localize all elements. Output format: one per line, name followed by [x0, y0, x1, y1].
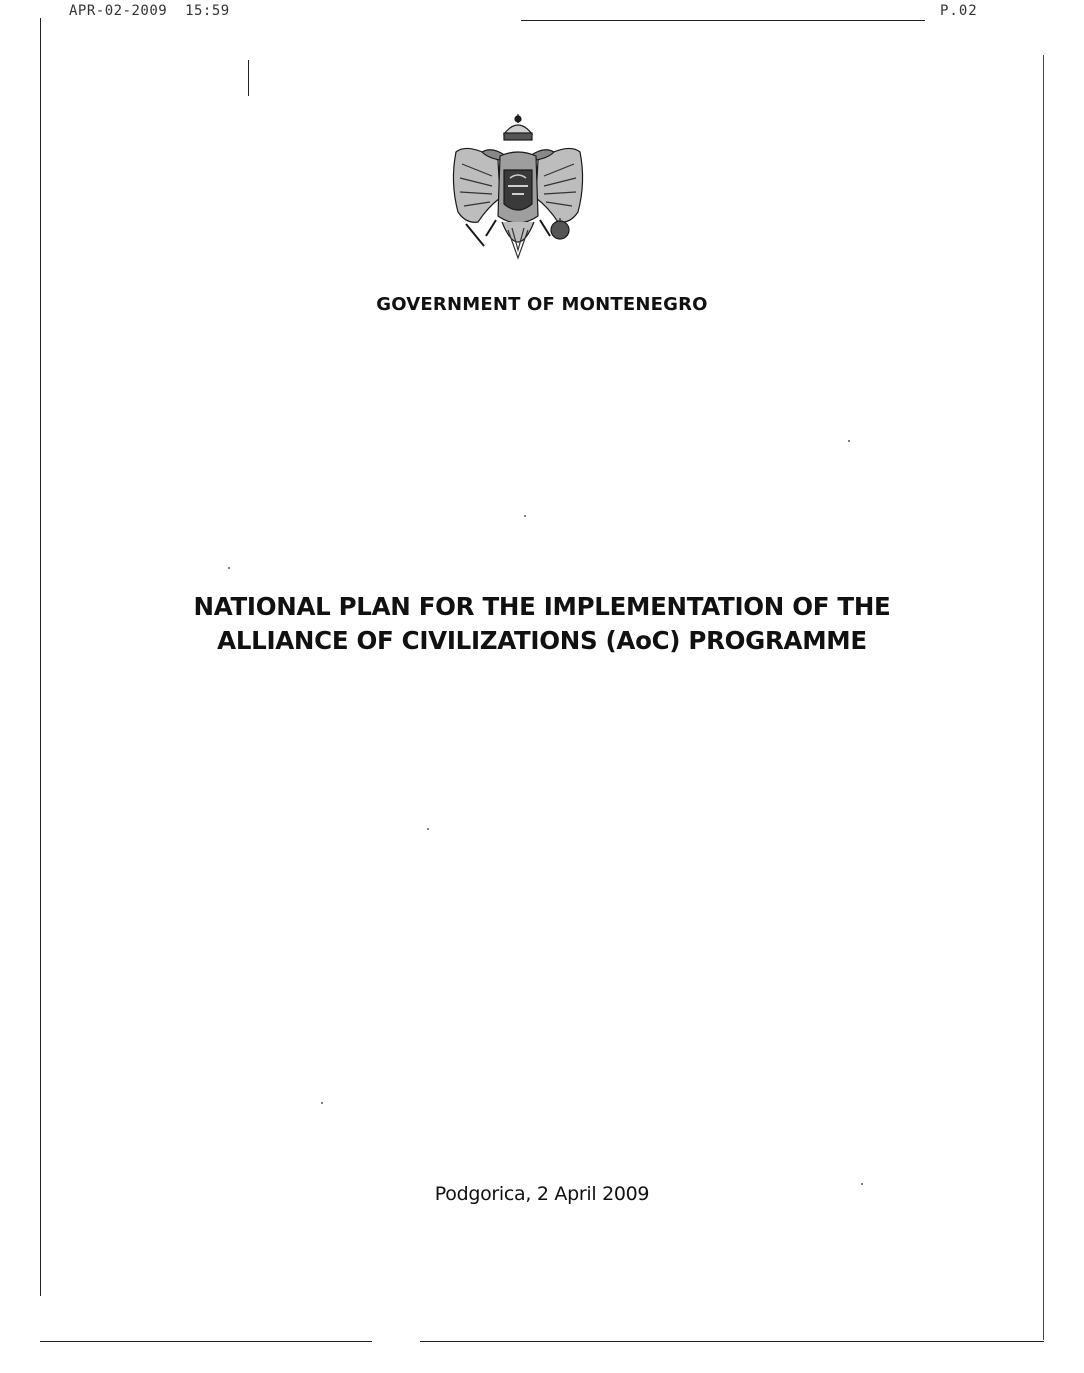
government-name: GOVERNMENT OF MONTENEGRO	[376, 294, 708, 315]
right-border-line	[1043, 55, 1044, 1340]
document-title-line-1: NATIONAL PLAN FOR THE IMPLEMENTATION OF THE	[193, 592, 891, 621]
top-rule	[521, 20, 925, 21]
scan-speck	[321, 1102, 323, 1104]
bottom-rule-left	[40, 1341, 372, 1342]
document-title	[0, 590, 1084, 658]
fax-page-number: P.02	[940, 3, 978, 19]
montenegro-coat-of-arms-icon	[448, 112, 588, 270]
place-and-date: Podgorica, 2 April 2009	[434, 1183, 650, 1205]
scan-speck	[848, 440, 850, 442]
scan-speck	[427, 828, 429, 830]
scan-mark-line	[248, 60, 249, 96]
scan-speck	[524, 515, 526, 517]
bottom-rule-right	[420, 1341, 1044, 1342]
fax-header-datetime: APR-02-2009 15:59	[69, 3, 230, 19]
scan-speck	[228, 567, 230, 569]
document-title-line-2: ALLIANCE OF CIVILIZATIONS (AoC) PROGRAMME	[217, 626, 867, 655]
